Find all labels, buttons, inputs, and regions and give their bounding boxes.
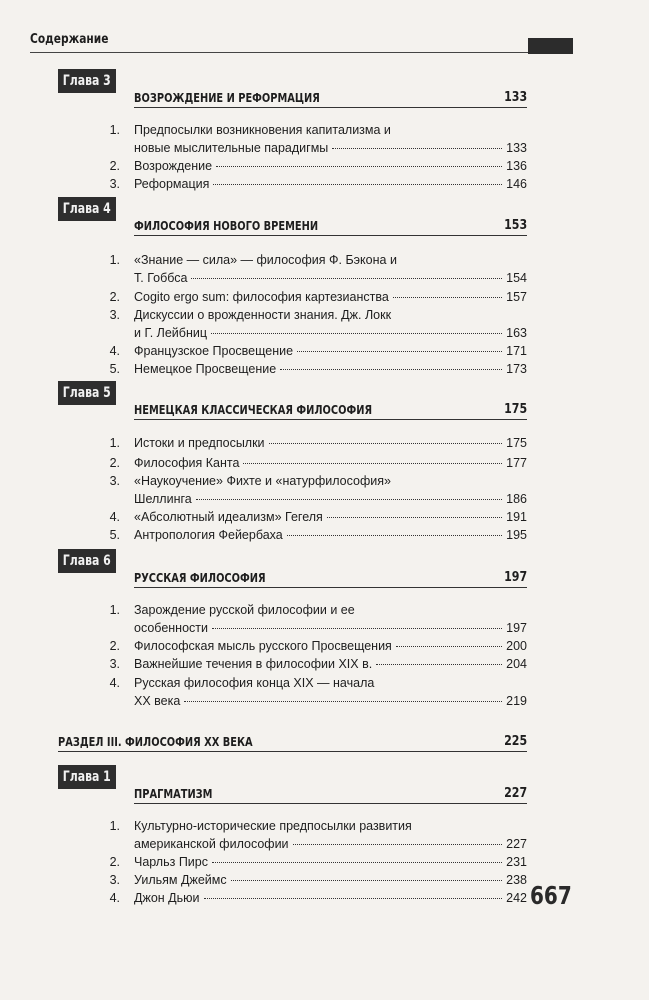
entry-text: Джон Дьюи	[134, 891, 200, 905]
dot-leader	[212, 862, 502, 863]
item-number: 4.	[109, 891, 120, 905]
chapter-title: ФИЛОСОФИЯ НОВОГО ВРЕМЕНИ	[134, 219, 319, 233]
part-title: РАЗДЕЛ III. ФИЛОСОФИЯ XX ВЕКА	[58, 735, 253, 749]
item-number: 1.	[109, 819, 120, 833]
toc-entry-line[interactable]	[134, 342, 527, 360]
entry-text: и Г. Лейбниц	[134, 326, 207, 340]
dot-leader	[293, 844, 503, 845]
entry-text: Русская философия конца XIX — начала	[134, 676, 375, 690]
entry-page: 175	[506, 436, 527, 450]
item-number: 3.	[109, 308, 120, 322]
entry-text: Немецкое Просвещение	[134, 362, 277, 376]
entry-text: «Знание — сила» — философия Ф. Бэкона и	[134, 253, 397, 267]
dot-leader	[280, 369, 502, 370]
chapter-badge-label: Глава 3	[63, 73, 112, 89]
toc-entry-line[interactable]	[134, 175, 527, 193]
chapter-badge-label: Глава 5	[63, 385, 112, 401]
entry-text: Важнейшие течения в философии XIX в.	[134, 657, 373, 671]
entry-page: 231	[506, 855, 527, 869]
toc-entry-line[interactable]	[134, 637, 527, 655]
toc-entry-line[interactable]	[134, 508, 527, 526]
entry-text: «Абсолютный идеализм» Гегеля	[134, 510, 323, 524]
item-number: 2.	[109, 159, 120, 173]
dot-leader	[376, 664, 502, 665]
chapter-badge	[58, 381, 116, 405]
entry-page: 154	[506, 271, 527, 285]
toc-entry-line[interactable]	[134, 269, 527, 287]
chapter-page: 153	[503, 218, 527, 233]
entry-text: Предпосылки возникновения капитализма и	[134, 123, 391, 137]
toc-entry-line[interactable]	[134, 157, 527, 175]
entry-page: 177	[506, 456, 527, 470]
toc-entry-line[interactable]	[134, 139, 527, 157]
toc-entry-line[interactable]	[134, 655, 527, 673]
chapter-page: 175	[503, 402, 527, 417]
header-tab-block	[528, 38, 573, 54]
toc-entry-line[interactable]	[134, 619, 527, 637]
dot-leader	[196, 499, 502, 500]
chapter-badge	[58, 549, 116, 573]
dot-leader	[191, 278, 502, 279]
entry-page: 242	[506, 891, 527, 905]
entry-page: 195	[506, 528, 527, 542]
chapter-badge-label: Глава 1	[63, 769, 112, 785]
entry-text: «Наукоучение» Фихте и «натурфилософия»	[134, 474, 391, 488]
entry-page: 163	[506, 326, 527, 340]
entry-text: Возрождение	[134, 159, 213, 173]
page-number: 667	[530, 881, 572, 910]
chapter-badge	[58, 69, 116, 93]
entry-page: 191	[506, 510, 527, 524]
entry-text: Антропология Фейербаха	[134, 528, 283, 542]
toc-entry-line[interactable]	[134, 889, 527, 907]
chapter-heading	[134, 567, 527, 588]
entry-text: Чарльз Пирс	[134, 855, 208, 869]
chapter-badge-label: Глава 6	[63, 553, 112, 569]
entry-text: Шеллинга	[134, 492, 192, 506]
entry-text: Дискуссии о врожденности знания. Дж. Локк	[134, 308, 392, 322]
toc-entry-line[interactable]	[134, 434, 527, 452]
item-number: 2.	[109, 290, 120, 304]
dot-leader	[213, 184, 502, 185]
chapter-heading	[134, 215, 527, 236]
toc-entry-line[interactable]	[134, 817, 527, 835]
chapter-page: 133	[503, 90, 527, 105]
dot-leader	[211, 333, 502, 334]
entry-text: Культурно-исторические предпосылки развития	[134, 819, 412, 833]
item-number: 4.	[109, 344, 120, 358]
chapter-title: ВОЗРОЖДЕНИЕ И РЕФОРМАЦИЯ	[134, 91, 320, 105]
toc-entry-line[interactable]	[134, 674, 527, 692]
chapter-page: 197	[503, 570, 527, 585]
entry-text: Философия Канта	[134, 456, 240, 470]
dot-leader	[216, 166, 502, 167]
dot-leader	[297, 351, 502, 352]
entry-text: Истоки и предпосылки	[134, 436, 265, 450]
entry-text: Уильям Джеймс	[134, 873, 227, 887]
item-number: 4.	[109, 676, 120, 690]
item-number: 3.	[109, 657, 120, 671]
chapter-badge	[58, 765, 116, 789]
dot-leader	[184, 701, 502, 702]
toc-entry-line[interactable]	[134, 853, 527, 871]
entry-text: Философская мысль русского Просвещения	[134, 639, 392, 653]
item-number: 1.	[109, 123, 120, 137]
dot-leader	[204, 898, 503, 899]
entry-page: 133	[506, 141, 527, 155]
entry-page: 200	[506, 639, 527, 653]
toc-entry-line[interactable]	[134, 288, 527, 306]
toc-entry-line[interactable]	[134, 306, 527, 324]
item-number: 3.	[109, 177, 120, 191]
page-header-title: Содержание	[30, 32, 109, 47]
toc-entry-line[interactable]	[134, 121, 527, 139]
item-number: 3.	[109, 474, 120, 488]
toc-entry-line[interactable]	[134, 251, 527, 269]
item-number: 5.	[109, 528, 120, 542]
toc-entry-line[interactable]	[134, 835, 527, 853]
part-heading	[58, 732, 527, 752]
chapter-heading	[134, 87, 527, 108]
entry-text: Т. Гоббса	[134, 271, 188, 285]
dot-leader	[269, 443, 503, 444]
entry-text: Французское Просвещение	[134, 344, 294, 358]
toc-entry-line[interactable]	[134, 526, 527, 544]
dot-leader	[396, 646, 502, 647]
item-number: 1.	[109, 253, 120, 267]
entry-page: 197	[506, 621, 527, 635]
item-number: 1.	[109, 603, 120, 617]
entry-page: 136	[506, 159, 527, 173]
toc-entry-line[interactable]	[134, 472, 527, 490]
dot-leader	[332, 148, 502, 149]
header-rule	[30, 52, 573, 53]
entry-page: 146	[506, 177, 527, 191]
toc-entry-line[interactable]	[134, 360, 527, 378]
entry-page: 186	[506, 492, 527, 506]
chapter-title: НЕМЕЦКАЯ КЛАССИЧЕСКАЯ ФИЛОСОФИЯ	[134, 403, 373, 417]
toc-entry-line[interactable]	[134, 490, 527, 508]
toc-entry-line[interactable]	[134, 601, 527, 619]
entry-page: 219	[506, 694, 527, 708]
item-number: 2.	[109, 639, 120, 653]
dot-leader	[287, 535, 502, 536]
entry-page: 173	[506, 362, 527, 376]
dot-leader	[243, 463, 502, 464]
chapter-title: РУССКАЯ ФИЛОСОФИЯ	[134, 571, 266, 585]
dot-leader	[327, 517, 502, 518]
toc-entry-line[interactable]	[134, 871, 527, 889]
toc-entry-line[interactable]	[134, 324, 527, 342]
chapter-heading	[134, 783, 527, 804]
chapter-page: 227	[503, 786, 527, 801]
entry-page: 171	[506, 344, 527, 358]
item-number: 4.	[109, 510, 120, 524]
entry-page: 227	[506, 837, 527, 851]
chapter-badge-label: Глава 4	[63, 201, 112, 217]
entry-text: новые мыслительные парадигмы	[134, 141, 329, 155]
item-number: 3.	[109, 873, 120, 887]
item-number: 2.	[109, 855, 120, 869]
dot-leader	[212, 628, 502, 629]
chapter-heading	[134, 399, 527, 420]
chapter-badge	[58, 197, 116, 221]
entry-text: Cogito ergo sum: философия картезианства	[134, 290, 389, 304]
entry-text: Зарождение русской философии и ее	[134, 603, 355, 617]
item-number: 2.	[109, 456, 120, 470]
entry-page: 204	[506, 657, 527, 671]
entry-text: американской философии	[134, 837, 289, 851]
entry-page: 238	[506, 873, 527, 887]
toc-entry-line[interactable]	[134, 692, 527, 710]
entry-page: 157	[506, 290, 527, 304]
item-number: 1.	[109, 436, 120, 450]
entry-text: XX века	[134, 694, 181, 708]
chapter-title: ПРАГМАТИЗМ	[134, 787, 213, 801]
toc-entry-line[interactable]	[134, 454, 527, 472]
item-number: 5.	[109, 362, 120, 376]
dot-leader	[231, 880, 503, 881]
entry-text: Реформация	[134, 177, 210, 191]
entry-text: особенности	[134, 621, 208, 635]
part-page: 225	[503, 734, 527, 749]
dot-leader	[393, 297, 502, 298]
